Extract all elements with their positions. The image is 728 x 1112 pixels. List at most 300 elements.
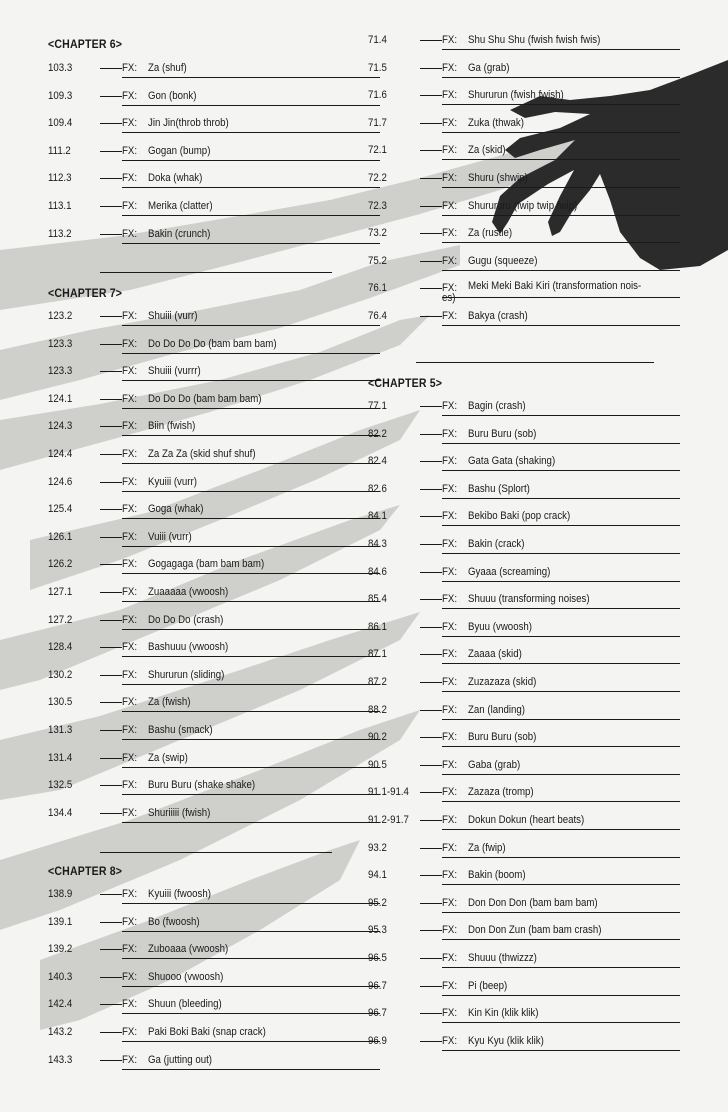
page-ref: 86.1 [368,620,387,633]
translation-text: Za (swip) [148,751,188,764]
fx-label: FX: [442,282,458,295]
dash-line [420,489,442,490]
underline [122,629,380,630]
fx-label: FX: [122,970,138,983]
page-ref: 124.1 [48,392,73,405]
underline [442,159,680,160]
translation-text: Don Don Zun (bam bam crash) [468,924,602,937]
fx-entry [368,562,680,582]
fx-label: FX: [442,648,458,661]
translation-text: Bashuuu (vwoosh) [148,641,229,654]
fx-entry [368,85,680,105]
dash-line [100,730,122,731]
fx-entry [368,424,680,444]
dash-line [420,682,442,683]
dash-line [100,151,122,152]
dash-line [100,702,122,703]
underline [442,525,680,526]
fx-entry [48,637,380,657]
dash-line [420,875,442,876]
fx-label: FX: [442,676,458,688]
page-ref: 96.7 [368,979,387,992]
fx-entry [368,755,680,775]
translation-text: Shuiii (vurr) [148,310,198,322]
fx-entry [48,58,380,78]
fx-label: FX: [122,724,138,736]
page-ref: 139.1 [48,915,73,928]
underline [122,132,380,133]
underline [442,995,680,996]
translation-text: Kyu Kyu (klik klik) [468,1034,544,1047]
page-ref: 93.2 [368,841,387,854]
fx-entry [368,479,680,499]
fx-entry [48,389,380,409]
translation-text: Shuooo (vwoosh) [148,970,224,983]
translation-text: Buru Buru (shake shake) [148,779,256,792]
fx-entry [48,692,380,712]
underline [442,857,680,858]
page-ref: 111.2 [48,144,71,157]
translation-text: Gogan (bump) [148,144,211,157]
fx-label: FX: [442,620,458,633]
translation-text: Bashu (Splort) [468,482,530,495]
underline [122,435,380,436]
fx-entry [368,196,680,216]
fx-label: FX: [442,116,458,129]
page-ref: 95.2 [368,896,387,909]
dash-line [420,820,442,821]
page-ref: 75.2 [368,254,387,267]
translation-text: Bekibo Baki (pop crack) [468,510,571,523]
fx-label: FX: [122,915,138,928]
translation-text: Za (shuf) [148,62,187,74]
fx-entry [48,334,380,354]
fx-label: FX: [442,427,458,440]
fx-label: FX: [122,365,138,378]
underline [442,581,680,582]
dash-line [100,234,122,235]
dash-line [420,95,442,96]
underline [122,903,380,904]
underline [122,711,380,712]
underline [122,767,380,768]
page-ref: 113.2 [48,227,72,240]
fx-label: FX: [122,943,138,956]
fx-entry [368,396,680,416]
dash-line [100,68,122,69]
translation-text: Zuboaaa (vwoosh) [148,943,229,956]
fx-entry [48,884,380,904]
page-ref: 124.4 [48,448,73,460]
fx-label: FX: [442,979,458,992]
translation-text: Goga (whak) [148,503,204,516]
fx-label: FX: [122,503,138,516]
fx-label: FX: [442,172,458,184]
fx-label: FX: [122,696,138,709]
dash-line [420,406,442,407]
translation-text: Do Do Do (bam bam bam) [148,392,262,405]
translation-text: Bakin (crunch) [148,227,211,240]
dash-line [420,1041,442,1042]
underline [442,663,680,664]
fx-entry [48,86,380,106]
underline [442,443,680,444]
dash-line [420,178,442,179]
translation-text: Vuiii (vurr) [148,530,192,543]
dash-line [420,627,442,628]
translation-text: Za (rustle) [468,227,513,240]
underline [442,1050,680,1051]
page-ref: 85.4 [368,593,387,606]
dash-line [100,675,122,676]
page-ref: 123.3 [48,337,73,350]
dash-line [100,620,122,621]
page-ref: 82.6 [368,482,387,495]
fx-label: FX: [122,586,138,598]
page-ref: 72.3 [368,199,387,212]
dash-line [420,958,442,959]
page-ref: 140.3 [48,970,73,983]
page-ref: 125.4 [48,503,73,516]
translation-text: Bagin (crash) [468,400,526,412]
underline [122,822,380,823]
underline [122,546,380,547]
blank-rule [100,272,332,273]
underline [442,884,680,885]
dash-line [420,123,442,124]
underline [442,939,680,940]
page-ref: 127.2 [48,613,73,626]
fx-entry [48,444,380,464]
fx-entry [368,58,680,78]
translation-text: Zuaaaaa (vwoosh) [148,586,229,598]
dash-line [420,206,442,207]
dash-line [100,454,122,455]
page-ref: 126.2 [48,558,73,571]
translation-text: Shuuu (transforming noises) [468,593,590,606]
dash-line [420,599,442,600]
underline [442,691,680,692]
page-ref: 84.3 [368,538,387,550]
fx-entry [48,803,380,823]
fx-label: FX: [442,455,458,468]
fx-entry [368,727,680,747]
translation-text: Doka (whak) [148,172,203,185]
dash-line [420,903,442,904]
page-ref: 143.2 [48,1026,73,1038]
underline [442,325,680,326]
dash-line [100,399,122,400]
page-ref: 109.4 [48,117,73,130]
fx-entry [48,196,380,216]
page-ref: 72.2 [368,172,387,184]
underline [122,958,380,959]
translation-text: Don Don Don (bam bam bam) [468,896,598,909]
page-ref: 95.3 [368,924,387,937]
underline [442,719,680,720]
page-ref: 91.2-91.7 [368,814,409,826]
fx-label: FX: [122,806,138,819]
translation-text: Gogagaga (bam bam bam) [148,558,265,571]
fx-label: FX: [442,310,458,322]
fx-entry [368,168,680,188]
dash-line [420,1013,442,1014]
translation-text: Merika (clatter) [148,200,213,212]
page-ref: 71.6 [368,89,387,102]
fx-label: FX: [122,530,138,543]
page-ref: 96.9 [368,1034,387,1047]
translation-text: Meki Meki Baki Kiri (transformation nois- [468,280,642,293]
underline [442,1022,680,1023]
translation-text: Ga (jutting out) [148,1053,213,1066]
fx-label: FX: [442,565,458,578]
fx-label: FX: [122,888,138,900]
translation-text: Za (fwish) [148,696,191,709]
dash-line [100,894,122,895]
underline [122,684,380,685]
dash-line [100,977,122,978]
fx-entry [368,810,680,830]
page-ref: 90.5 [368,758,387,771]
dash-line [420,848,442,849]
underline [442,270,680,271]
fx-entry [48,472,380,492]
translation-text: Dokun Dokun (heart beats) [468,814,585,826]
underline [442,801,680,802]
underline [442,774,680,775]
page-ref: 127.1 [48,586,73,598]
fx-label: FX: [122,117,138,130]
fx-label: FX: [122,998,138,1011]
fx-label: FX: [442,89,458,102]
dash-line [100,509,122,510]
translation-text: Kyuiii (fwoosh) [148,888,211,900]
underline [122,215,380,216]
fx-label: FX: [122,392,138,405]
fx-entry [368,644,680,664]
page-ref: 138.9 [48,888,73,900]
underline [122,573,380,574]
fx-entry [48,499,380,519]
fx-entry [48,527,380,547]
underline [122,105,380,106]
fx-label: FX: [122,144,138,157]
page-ref: 130.2 [48,668,73,681]
fx-entry [48,168,380,188]
page-ref: 82.2 [368,427,387,440]
translation-text: Bo (fwoosh) [148,915,200,928]
fx-entry [368,534,680,554]
dash-line [100,206,122,207]
translation-text: Za (fwip) [468,841,506,854]
fx-entry [48,141,380,161]
fx-entry [48,1050,380,1070]
fx-label: FX: [122,420,138,433]
translation-text: Paki Boki Baki (snap crack) [148,1026,266,1038]
dash-line [420,710,442,711]
page-ref: 96.7 [368,1007,387,1020]
translation-text: Bakin (crack) [468,538,525,550]
page-ref: 134.4 [48,806,73,819]
page-ref: 72.1 [368,144,387,157]
translation-text: Shuuu (thwizzz) [468,952,537,964]
page-ref: 76.1 [368,282,387,295]
underline [442,608,680,609]
fx-entry [368,1031,680,1051]
translation-text: Gyaaa (screaming) [468,565,551,578]
fx-entry [368,451,680,471]
page-ref: 71.5 [368,61,387,74]
underline [122,160,380,161]
dash-line [100,344,122,345]
underline [122,243,380,244]
underline [122,77,380,78]
translation-text: Shuriiiii (fwish) [148,806,211,819]
fx-label: FX: [442,1007,458,1020]
fx-entry [48,224,380,244]
fx-entry [48,912,380,932]
fx-label: FX: [442,144,458,157]
fx-label: FX: [442,952,458,964]
page-ref: 113.1 [48,200,72,212]
fx-label: FX: [122,337,138,350]
fx-entry [368,1003,680,1023]
fx-entry [48,416,380,436]
translation-text: Bakya (crash) [468,310,528,322]
translation-text: Bashu (smack) [148,724,213,736]
fx-entry [368,838,680,858]
page-ref: 124.3 [48,420,73,433]
fx-label: FX: [442,510,458,523]
underline [442,415,680,416]
page-ref: 94.1 [368,869,387,882]
underline [122,931,380,932]
translation-text: Gata Gata (shaking) [468,455,556,468]
page-ref: 103.3 [48,62,73,74]
underline [442,242,680,243]
dash-line [420,792,442,793]
dash-line [420,316,442,317]
dash-line [100,785,122,786]
fx-label: FX: [442,199,458,212]
underline [442,297,680,298]
translation-text: Do Do Do (crash) [148,613,224,626]
fx-entry [48,748,380,768]
page-ref: 124.6 [48,475,73,488]
fx-entry [368,113,680,133]
underline [122,1069,380,1070]
page-ref: 76.4 [368,310,387,322]
fx-entry [48,582,380,602]
fx-entry [48,665,380,685]
underline [442,104,680,105]
page-ref: 130.5 [48,696,73,709]
fx-label: FX: [122,310,138,322]
dash-line [100,123,122,124]
page-ref: 139.2 [48,943,73,956]
translation-text: Gaba (grab) [468,758,521,771]
dash-line [420,516,442,517]
page-ref: 143.3 [48,1053,73,1066]
underline [122,325,380,326]
fx-label: FX: [442,254,458,267]
page-ref: 71.4 [368,34,387,46]
fx-label: FX: [442,869,458,882]
fx-entry [48,113,380,133]
dash-line [100,178,122,179]
page-ref: 126.1 [48,530,73,543]
translation-text: Shuiii (vurrr) [148,365,201,378]
page-ref: 123.2 [48,310,73,322]
dash-line [100,1060,122,1061]
fx-label: FX: [442,786,458,799]
fx-label: FX: [122,751,138,764]
fx-label: FX: [442,34,458,46]
page-ref: 77.1 [368,400,387,412]
fx-entry [368,920,680,940]
translation-text: Do Do Do Do (bam bam bam) [148,337,277,350]
translation-text: Shuun (bleeding) [148,998,222,1011]
fx-label: FX: [442,400,458,412]
translation-text: Za Za Za (skid shuf shuf) [148,448,256,460]
fx-entry [368,672,680,692]
dash-line [100,537,122,538]
dash-line [100,647,122,648]
underline [442,49,680,50]
fx-entry [368,506,680,526]
page-ref: 87.1 [368,648,387,661]
page-ref: 109.3 [48,89,73,102]
translation-text: Kin Kin (klik klik) [468,1007,539,1020]
underline [122,601,380,602]
fx-label: FX: [442,1034,458,1047]
chapter-heading: <CHAPTER 8> [48,864,123,878]
page-ref: 131.3 [48,724,73,736]
fx-entry [368,278,680,305]
fx-entry [48,610,380,630]
dash-line [100,592,122,593]
translation-text: Gugu (squeeze) [468,254,538,267]
underline [122,463,380,464]
fx-entry [48,361,380,381]
fx-label: FX: [442,814,458,826]
fx-entry [48,720,380,740]
translation-text: Kyuiii (vurr) [148,475,197,488]
dash-line [100,1032,122,1033]
page-ref: 88.2 [368,703,387,716]
translation-text: Zan (landing) [468,703,526,716]
fx-entry [368,976,680,996]
translation-text: Buru Buru (sob) [468,427,537,440]
dash-line [420,434,442,435]
fx-label: FX: [122,613,138,626]
fx-label: FX: [442,538,458,550]
underline [122,380,380,381]
translation-text: Buru Buru (sob) [468,731,537,744]
underline [442,187,680,188]
underline [122,491,380,492]
dash-line [420,986,442,987]
dash-line [420,654,442,655]
fx-label: FX: [442,896,458,909]
dash-line [100,316,122,317]
fx-entry [48,1022,380,1042]
translation-text: Jin Jin(throb throb) [148,117,229,130]
page-ref: 87.2 [368,676,387,688]
fx-entry [368,306,680,326]
translation-text: Zuzazaza (skid) [468,676,537,688]
translation-text: Zaaaa (skid) [468,648,522,661]
